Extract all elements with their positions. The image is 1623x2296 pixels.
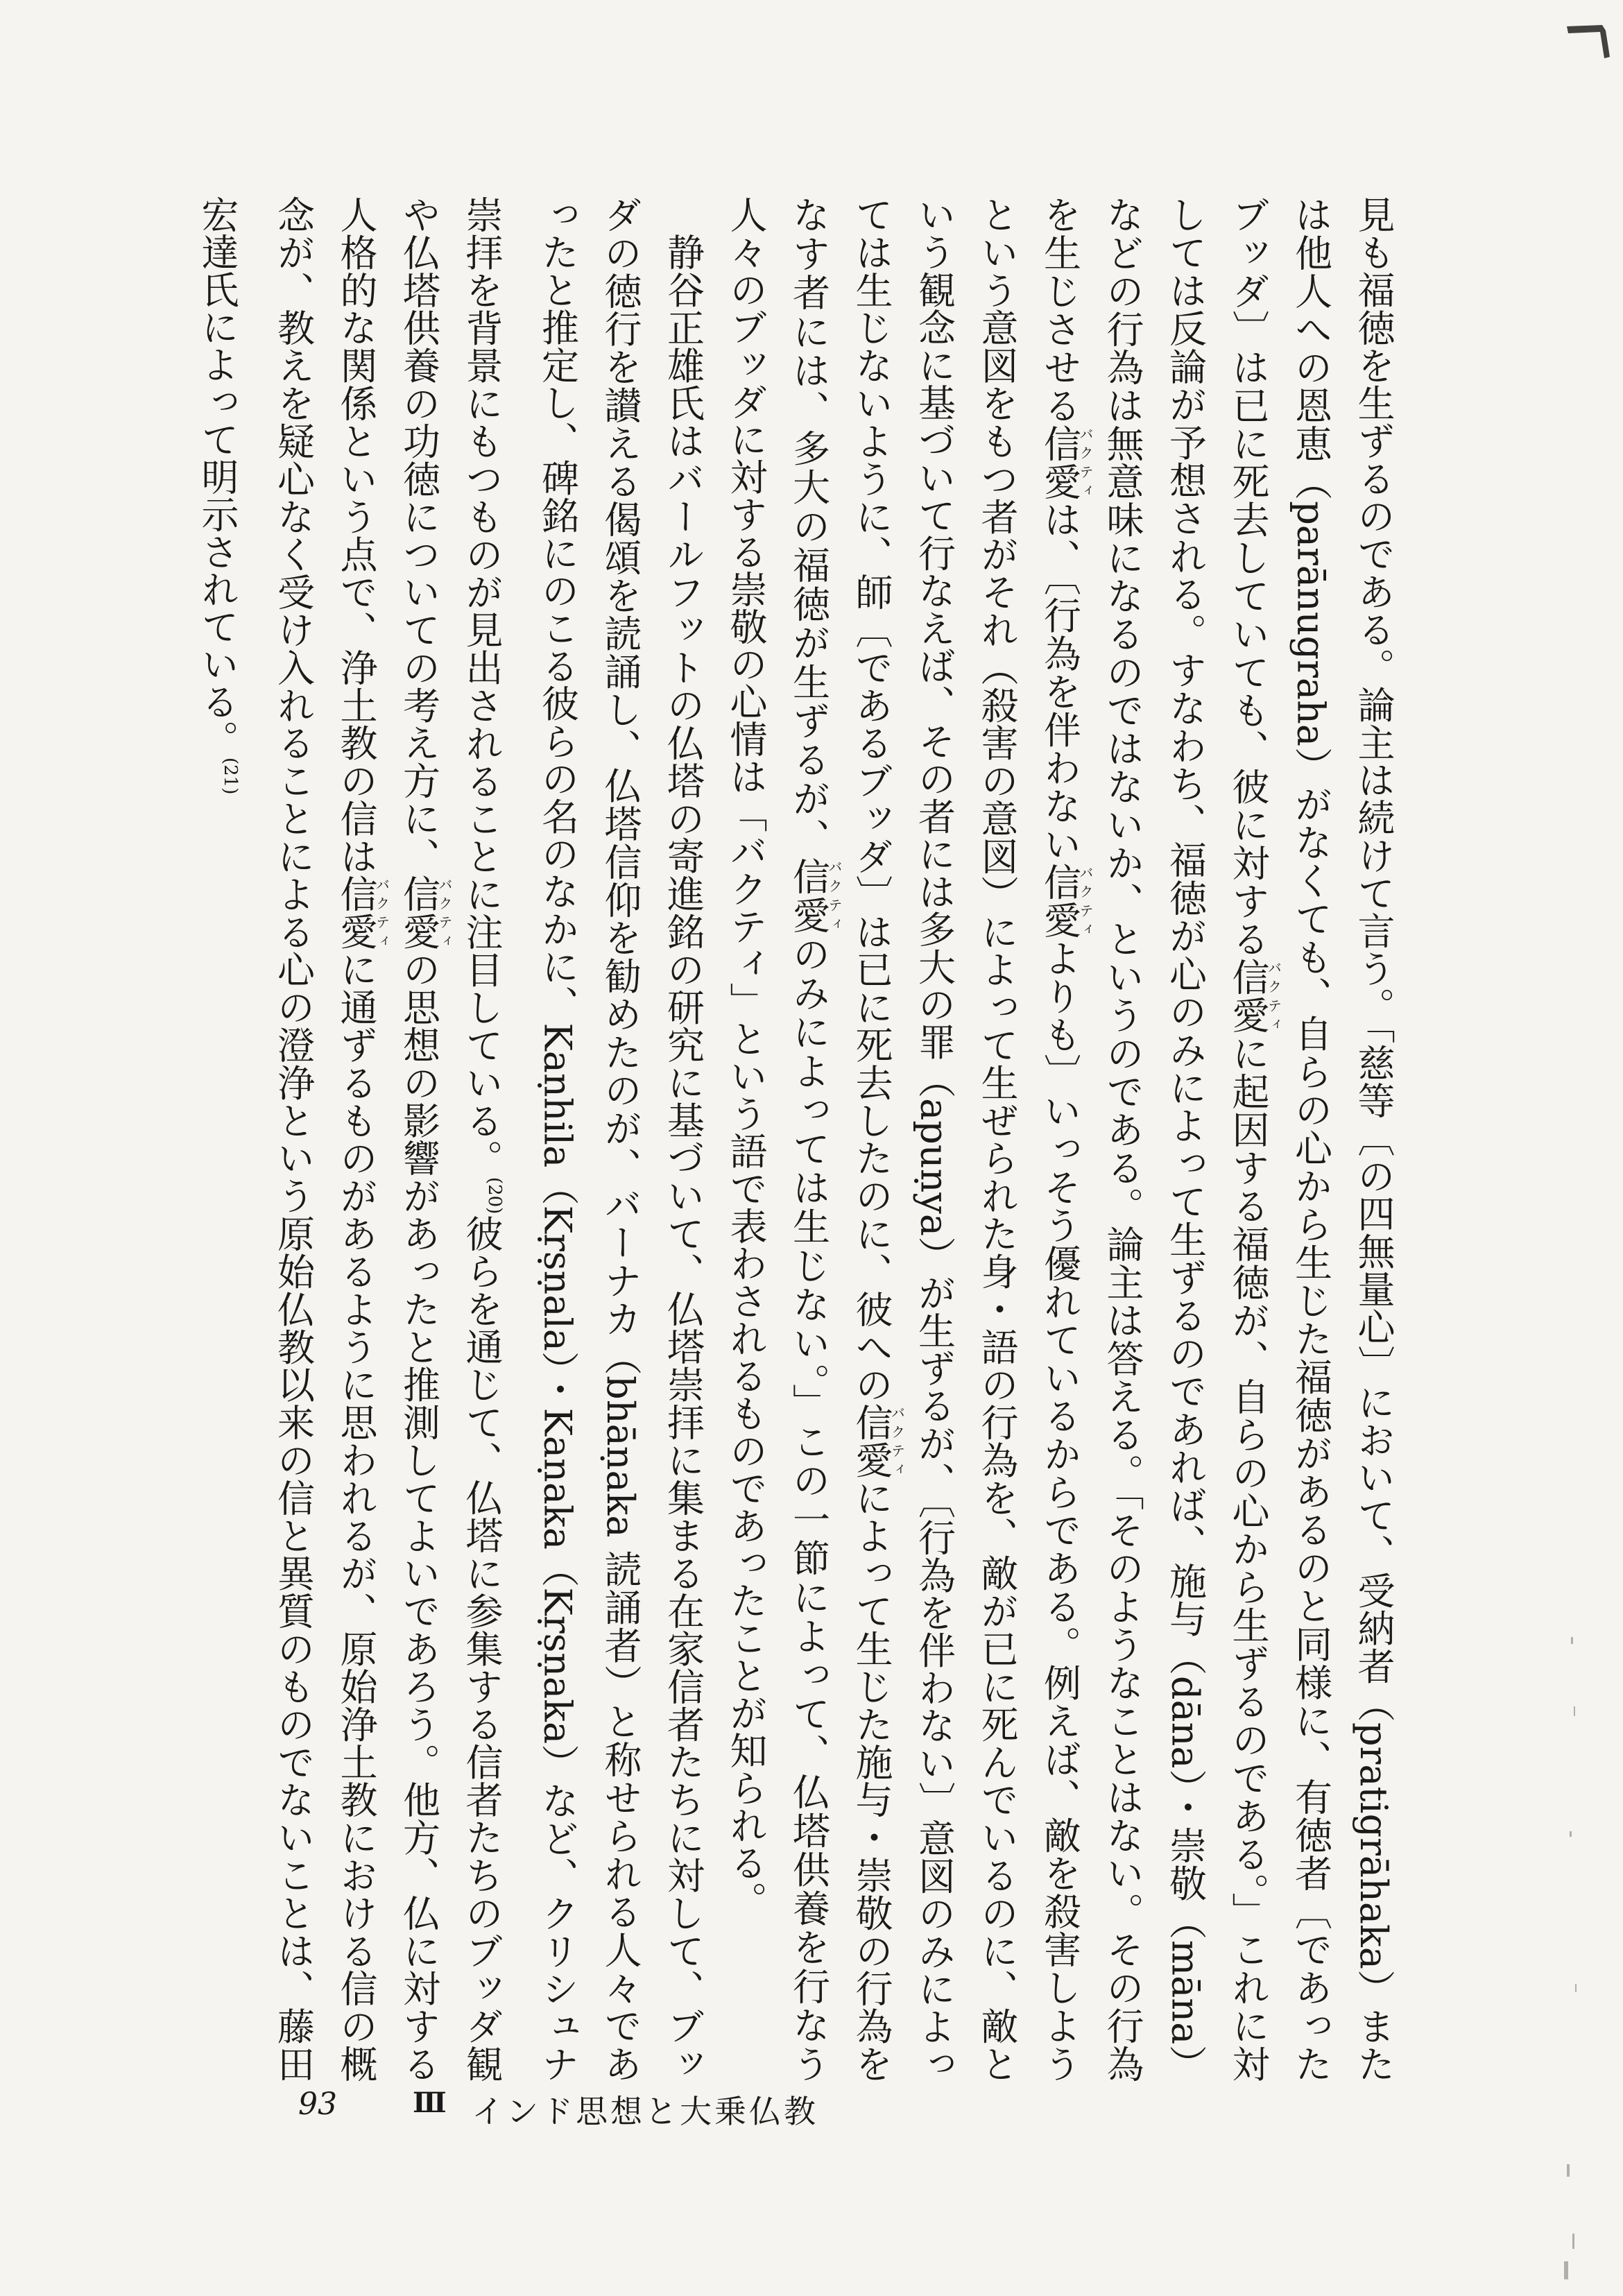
ruby-gloss: バクティ — [1077, 424, 1094, 500]
text-run: に通ずるものがあるように思われるが、原始浄土教における信の概念が、教えを疑心なく受け入れることによる心の澄浄という原始仏教以来の信と異質のものでないことは、藤田宏達氏によって明示されている。 — [196, 196, 378, 2083]
ruby-term — [1038, 863, 1094, 940]
ruby-base: 信愛 — [787, 857, 831, 935]
ruby-term — [397, 875, 453, 951]
ruby-term — [850, 1403, 906, 1479]
text-run: は、〔行為を伴わない — [1038, 500, 1082, 864]
ruby-term — [1226, 958, 1282, 1035]
ruby-base: 信愛 — [397, 875, 441, 951]
ruby-base: 信愛 — [334, 875, 378, 951]
page-number: 93 — [298, 2087, 337, 2122]
ruby-gloss: バクティ — [826, 857, 843, 934]
ruby-gloss: バクティ — [373, 875, 390, 950]
text-run: 見も福徳を生ずるのである。論主は続けて言う。「慈等〔の四無量心〕において、受納者（pratigrāhaka）または他人への恩恵（parānugraha）がなくても、自らの心から生じた福徳があるのと同様に、有徳者〔であったブッダ〕は已に死去していても、彼に対する — [1226, 196, 1396, 2082]
ruby-base: 信愛 — [1226, 958, 1270, 1035]
ruby-base: 信愛 — [1038, 863, 1082, 940]
text-run: によって生じた施与・崇敬の行為をなす者には、多大の福徳が生ずるが、 — [787, 196, 893, 2083]
ruby-term — [334, 875, 390, 951]
text-run: 静谷正雄氏はバールフットの仏塔の寄進銘の研究に基づいて、仏塔崇拝に集まる在家信者たちに対して、ブッダの徳行を讃える偈頌を読誦し、仏塔信仰を勧めたのが、バーナカ（bhāṇaka 読誦者）と称せられる人々であったと推定し、碑銘にのこる彼らの名のなかに、Kaṇhila（Kṛṣṇala）・Kaṇaka（Kṛṣṇaka）など、クリシュナ崇拝を背景にもつものが見出されることに注目している。 — [460, 196, 705, 2082]
paragraph-2 — [186, 196, 714, 2082]
note-reference: (21) — [220, 757, 241, 795]
ruby-gloss: バクティ — [888, 1403, 906, 1479]
ruby-gloss: バクティ — [1265, 958, 1282, 1034]
running-head: インド思想と大乗仏教 — [472, 2093, 818, 2130]
ruby-base: 信愛 — [850, 1403, 893, 1479]
scan-edge-noise — [1543, 1623, 1585, 2289]
ruby-term — [1038, 424, 1094, 501]
part-numeral: Ⅲ — [413, 2087, 447, 2119]
paragraph-1 — [714, 196, 1405, 2082]
ruby-base: 信愛 — [1038, 424, 1082, 501]
scan-corner-mark — [1564, 21, 1613, 62]
body-text — [196, 196, 1405, 2083]
text-run: よりも〕いっそう優れているからである。例えば、敵を殺害しようという意図をもつ者がそれ（殺害の意図）によって生ぜられた身・語の行為を、敵が已に死んでいるのに、敵という観念に基づいて行なえば、その者には多大の罪（apuṇya）が生ずるが、〔行為を伴わない〕意図のみによっては生じないように、師〔であるブッダ〕は已に死去したのに、彼への — [850, 196, 1082, 2083]
text-run: のみによっては生じない。」この一節によって、仏塔供養を行なう人々のブッダに対する崇敬の心情は「バクティ」という語で表わされるものであったことが知られる。 — [724, 196, 831, 2083]
ruby-gloss: バクティ — [1077, 863, 1094, 939]
ruby-term — [787, 857, 843, 935]
text-run: 彼らを通じて、仏塔に参集する信者たちのブッダ観や仏塔供養の功徳についての考え方に、 — [397, 196, 504, 2083]
text-run: の思想の影響があったと推測してよいであろう。他方、仏に対する人格的な関係という点で、浄土教の信は — [334, 196, 441, 2083]
note-reference: (20) — [484, 1176, 505, 1215]
ruby-gloss: バクティ — [436, 875, 453, 950]
text-run: に起因する福徳が、自らの心から生ずるのである。」これに対しては反論が予想される。すなわち、福徳が心のみによって生ずるのであれば、施与（dāna）・崇敬（māna）などの行為は無意味になるのではないか、というのである。論主は答える。「そのようなことはない。その行為を生じさせる — [1038, 196, 1270, 2083]
